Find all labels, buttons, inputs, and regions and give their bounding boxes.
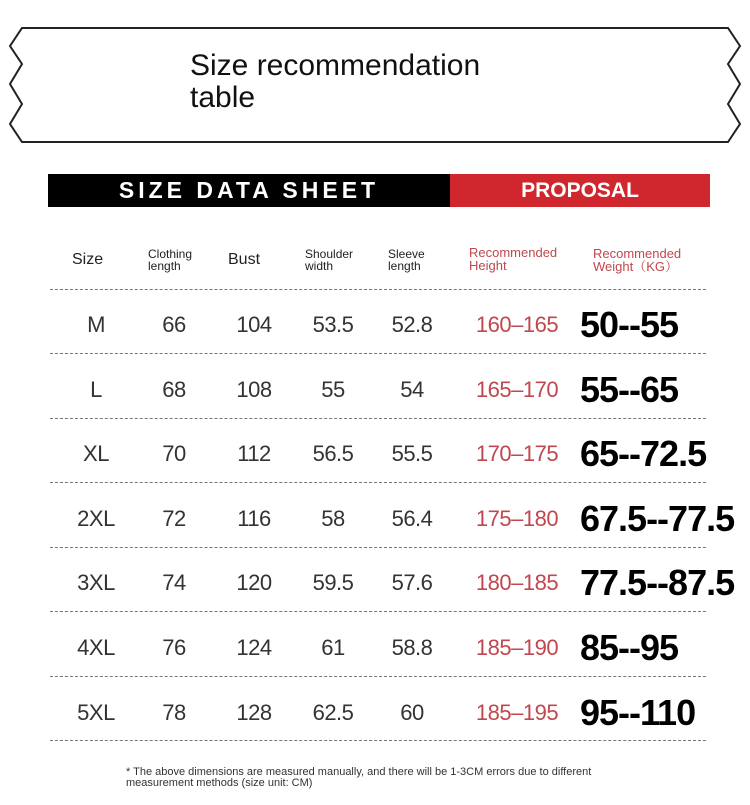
col-recommended-height-line1: Recommended [469,245,558,260]
col-recommended-height [469,246,557,272]
bust-cell: 104 [236,312,272,337]
sleeve-length-cell: 57.6 [391,570,433,596]
row-divider [50,289,706,290]
row-divider [50,418,706,419]
bust-cell: 124 [236,635,272,660]
sleeve-length-cell: 56.4 [391,505,433,531]
col-recommended-weight [593,247,681,273]
recommended-weight-cell: 67.5--77.5 [580,497,735,539]
col-shoulder-width-line2: width [305,259,334,273]
clothing-length-cell: 68 [162,376,186,402]
bust-cell: 112 [237,441,271,467]
recommended-weight-cell: 50--55 [580,304,679,345]
col-sleeve-length [388,248,425,272]
shoulder-width-cell: 61 [321,635,345,660]
shoulder-width-cell: 55 [321,376,345,402]
recommended-height-cell: 185–195 [475,699,559,725]
col-recommended-weight-line1: Recommended [593,246,682,261]
col-recommended-weight-line2: Weight（KG） [593,259,679,274]
col-size: Size [72,251,104,268]
bust-cell: 108 [236,376,272,402]
sleeve-length-cell: 58.8 [391,635,433,660]
size-cell: 3XL [77,570,115,596]
row-divider [50,353,706,354]
recommended-weight-cell: 95--110 [580,691,696,733]
recommended-height-cell: 170–175 [475,441,559,467]
footnote [126,767,666,789]
footnote-line2: measurement methods (size unit: CM) [126,777,313,789]
recommended-weight-cell: 77.5--87.5 [580,562,735,604]
clothing-length-cell: 76 [162,635,186,660]
col-shoulder-width-line1: Shoulder [305,247,354,261]
bust-cell: 128 [236,699,272,725]
shoulder-width-cell: 62.5 [312,699,354,725]
clothing-length-cell: 74 [162,570,186,596]
col-bust: Bust [228,251,261,268]
sleeve-length-cell: 54 [400,376,424,402]
shoulder-width-cell: 58 [321,505,345,531]
recommended-height-cell: 160–165 [475,312,559,337]
row-divider [50,547,706,548]
col-recommended-height-line2: Height [469,258,507,273]
sleeve-length-cell: 52.8 [391,312,433,337]
col-clothing-length-line1: Clothing [148,247,193,261]
page-title: Size recommendation table [190,49,481,114]
shoulder-width-cell: 59.5 [312,570,354,596]
sleeve-length-cell: 55.5 [391,441,433,467]
recommended-weight-cell: 65--72.5 [580,433,707,475]
col-clothing-length-line2: length [148,259,181,273]
size-cell: M [87,312,105,337]
proposal-label: PROPOSAL [450,174,710,207]
shoulder-width-cell: 56.5 [312,441,354,467]
recommended-weight-cell: 55--65 [580,368,679,410]
size-data-sheet-label: SIZE DATA SHEET [48,174,450,207]
sleeve-length-cell: 60 [400,699,424,725]
col-shoulder-width [305,248,353,272]
bust-cell: 120 [236,570,272,596]
col-clothing-length [148,248,192,272]
footnote-line1: * The above dimensions are measured manually, and there will be 1-3CM errors due to different [126,766,592,778]
clothing-length-cell: 72 [162,505,186,531]
recommended-height-cell: 165–170 [475,376,559,402]
shoulder-width-cell: 53.5 [312,312,354,337]
size-cell: 4XL [77,635,115,660]
recommended-height-cell: 180–185 [475,570,559,596]
title-banner [0,0,750,150]
col-sleeve-length-line1: Sleeve [388,247,425,261]
size-cell: XL [83,441,109,467]
recommended-height-cell: 185–190 [475,635,559,660]
row-divider [50,611,706,612]
size-cell: 2XL [77,505,115,531]
recommended-height-cell: 175–180 [475,505,559,531]
clothing-length-cell: 70 [162,441,186,467]
clothing-length-cell: 78 [162,699,186,725]
col-sleeve-length-line2: length [388,259,421,273]
row-divider [50,740,706,741]
clothing-length-cell: 66 [162,312,186,337]
recommended-weight-cell: 85--95 [580,627,679,668]
sheet-header [48,174,710,207]
bust-cell: 116 [237,505,271,531]
row-divider [50,676,706,677]
size-cell: 5XL [77,699,115,725]
size-cell: L [90,376,102,402]
row-divider [50,482,706,483]
